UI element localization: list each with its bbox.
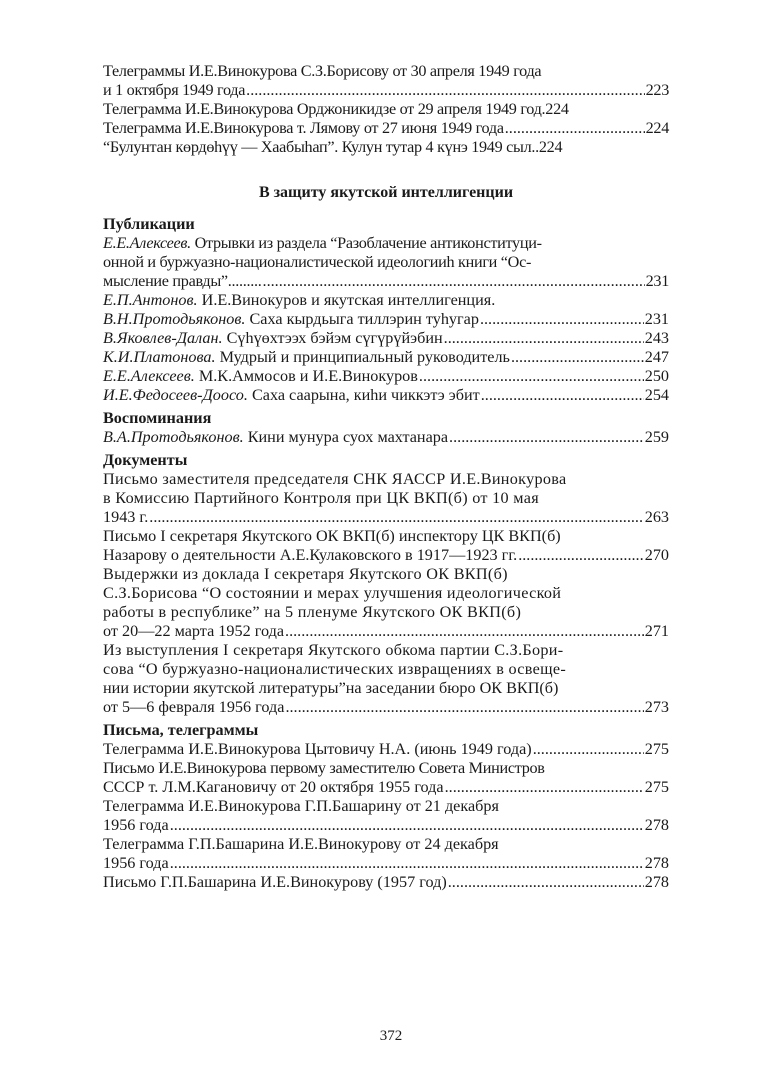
subsection-heading: Документы bbox=[103, 451, 188, 469]
toc-entry-text: Саха кырдьыга тиллэрин туһугар bbox=[245, 310, 479, 328]
toc-entry-text: М.К.Аммосов и И.Е.Винокуров bbox=[194, 367, 418, 385]
toc-entry-text: Мудрый и принципиальный руководитель bbox=[215, 348, 510, 366]
toc-entry-text: Выдержки из доклада I секретаря Якутского ОК ВКП(б) bbox=[103, 565, 508, 583]
page-ref: 278 bbox=[644, 816, 669, 834]
toc-entry-text: Телеграмма И.Е.Винокурова Цытовичу Н.А. (июнь 1949 года) bbox=[103, 740, 532, 758]
toc-entry-text: Телеграмма И.Е.Винокурова т. Лямову от 27 июня 1949 года bbox=[103, 119, 504, 137]
page-ref: 224 bbox=[645, 119, 669, 137]
toc-entry-continuation bbox=[103, 508, 669, 527]
leader-dots bbox=[246, 81, 644, 100]
toc-entry-continuation bbox=[103, 253, 669, 272]
toc-entry-continuation bbox=[103, 660, 669, 679]
leader-dots bbox=[480, 310, 644, 329]
section-title: В защиту якутской интеллигенции bbox=[258, 184, 514, 201]
toc-entry-continuation bbox=[103, 489, 669, 508]
toc-entry-continuation bbox=[103, 546, 669, 565]
toc-entry-continuation bbox=[103, 584, 669, 603]
subsection-heading: Публикации bbox=[103, 215, 195, 233]
toc-entry bbox=[103, 367, 669, 386]
toc-entry-continuation bbox=[103, 81, 669, 100]
table-of-contents bbox=[103, 62, 669, 892]
page-ref: 247 bbox=[644, 348, 669, 366]
toc-entry bbox=[103, 119, 669, 138]
subsection-heading: Воспоминания bbox=[103, 409, 212, 427]
toc-entry-text: Из выступления I секретаря Якутского обкома партии С.З.Бори- bbox=[103, 641, 564, 659]
page-ref: 231 bbox=[645, 272, 669, 290]
page-ref: 231 bbox=[644, 310, 669, 328]
author-name: В.Яковлев-Далан. bbox=[103, 329, 223, 347]
leader-dots bbox=[448, 873, 644, 892]
toc-entry bbox=[103, 470, 669, 489]
toc-entry bbox=[103, 428, 669, 447]
toc-entry bbox=[103, 348, 669, 367]
toc-entry-text: Телеграмма Г.П.Башарина И.Е.Винокурову от 24 декабря bbox=[103, 835, 499, 853]
page-ref: 243 bbox=[644, 329, 669, 347]
leader-dots bbox=[170, 854, 644, 873]
page-ref: 263 bbox=[644, 508, 669, 526]
page-ref: 224 bbox=[545, 100, 569, 118]
page-ref: 271 bbox=[644, 622, 669, 640]
toc-entry-text: Письмо I секретаря Якутского ОК ВКП(б) инспектору ЦК ВКП(б) bbox=[103, 527, 561, 545]
toc-entry bbox=[103, 565, 669, 584]
leader-dots bbox=[505, 119, 645, 138]
toc-entry-text: Сүһүөхтээх бэйэм сүгүрүйэбин bbox=[222, 329, 443, 347]
toc-entry-text: Письмо заместителя председателя СНК ЯАССР И.Е.Винокурова bbox=[103, 470, 567, 488]
toc-entry bbox=[103, 873, 669, 892]
page-ref: 275 bbox=[644, 778, 669, 796]
leader-dots bbox=[285, 622, 644, 641]
page-ref: 273 bbox=[644, 698, 669, 716]
toc-entry bbox=[103, 386, 669, 405]
toc-entry bbox=[103, 138, 669, 157]
page-ref: 278 bbox=[644, 873, 669, 891]
toc-entry bbox=[103, 740, 669, 759]
toc-entry bbox=[103, 291, 669, 310]
toc-entry-continuation bbox=[103, 778, 669, 797]
toc-entry-text: от 5—6 февраля 1956 года bbox=[103, 698, 285, 716]
page-ref: 254 bbox=[644, 386, 669, 404]
author-name: К.И.Платонова. bbox=[103, 348, 216, 366]
toc-entry-text: Письмо Г.П.Башарина И.Е.Винокурову (1957 год) bbox=[103, 873, 447, 891]
subsection-heading: Письма, телеграммы bbox=[103, 721, 259, 739]
toc-entry-continuation bbox=[103, 816, 669, 835]
toc-entry-text: сова “О буржуазно-националистических извращениях в освеще- bbox=[103, 660, 567, 678]
toc-entry bbox=[103, 641, 669, 660]
toc-entry bbox=[103, 329, 669, 348]
page-ref: 275 bbox=[644, 740, 669, 758]
toc-entry bbox=[103, 759, 669, 778]
author-name: В.А.Протодьяконов. bbox=[103, 428, 244, 446]
toc-entry bbox=[103, 797, 669, 816]
toc-entry-text: 1956 года bbox=[103, 854, 169, 872]
author-name: В.Н.Протодьяконов. bbox=[103, 310, 246, 328]
toc-entry-text: от 20—22 марта 1952 года bbox=[103, 622, 285, 640]
toc-entry-text: Телеграммы И.Е.Винокурова С.З.Борисову от 30 апреля 1949 года bbox=[103, 62, 542, 80]
toc-entry-text: Телеграмма И.Е.Винокурова Г.П.Башарину от 21 декабря bbox=[103, 797, 499, 815]
leader-dots bbox=[285, 698, 643, 717]
page-ref: 223 bbox=[645, 81, 669, 99]
toc-entry bbox=[103, 310, 669, 329]
page-ref: 270 bbox=[644, 546, 669, 564]
toc-entry-continuation bbox=[103, 603, 669, 622]
leader-dots bbox=[445, 778, 644, 797]
toc-entry-text: и 1 октября 1949 года bbox=[103, 81, 246, 99]
leader-dots bbox=[419, 367, 644, 386]
leader-dots bbox=[481, 386, 644, 405]
toc-entry-text: “Булунтан көрдөһүү — Хаабыһап”. Кулун тутар 4 күнэ 1949 сыл.. bbox=[103, 138, 539, 156]
leader-dots bbox=[533, 740, 644, 759]
toc-entry-text: С.З.Борисова “О состоянии и мерах улучшения идеологической bbox=[103, 584, 562, 602]
leader-dots bbox=[511, 348, 644, 367]
page-ref: 259 bbox=[644, 428, 669, 446]
toc-entry-text: Кини мунура суох махтанара bbox=[243, 428, 449, 446]
toc-entry bbox=[103, 62, 669, 81]
toc-entry-text: Телеграмма И.Е.Винокурова Орджоникидзе от 29 апреля 1949 год. bbox=[103, 100, 546, 118]
page-ref: 224 bbox=[538, 138, 563, 156]
toc-entry-continuation bbox=[103, 622, 669, 641]
toc-entry-text: онной и буржуазно-националистической идеологииһ книги “Ос- bbox=[103, 253, 532, 271]
toc-entry-continuation bbox=[103, 698, 669, 717]
page-ref: 278 bbox=[644, 854, 669, 872]
toc-entry-text: Отрывки из раздела “Разоблачение антиконституци- bbox=[190, 234, 542, 252]
toc-entry bbox=[103, 234, 669, 253]
toc-entry-continuation bbox=[103, 854, 669, 873]
author-name: Е.П.Антонов. bbox=[103, 291, 198, 309]
toc-entry-text: работы в республике” на 5 пленуме Якутского ОК ВКП(б) bbox=[103, 603, 522, 621]
toc-entry-text: мысление правды”......... bbox=[103, 272, 262, 290]
toc-entry-text: 1943 г. bbox=[103, 508, 149, 526]
toc-entry-text: нии истории якутской литературы”на заседании бюро ОК ВКП(б) bbox=[103, 679, 559, 697]
toc-entry-text: в Комиссию Партийного Контроля при ЦК ВКП(б) от 10 мая bbox=[103, 489, 539, 507]
leader-dots bbox=[149, 508, 643, 527]
leader-dots bbox=[170, 816, 644, 835]
author-name: Е.Е.Алексеев. bbox=[103, 367, 195, 385]
leader-dots bbox=[449, 428, 644, 447]
page-ref: 250 bbox=[644, 367, 669, 385]
toc-entry-text: СССР т. Л.М.Кагановичу от 20 октября 1955 года bbox=[103, 778, 444, 796]
toc-entry bbox=[103, 835, 669, 854]
toc-entry-continuation bbox=[103, 679, 669, 698]
toc-entry bbox=[103, 527, 669, 546]
author-name: И.Е.Федосеев-Доосо. bbox=[103, 386, 248, 404]
toc-entry-text: Назарову о деятельности А.Е.Кулаковского в 1917—1923 гг. bbox=[103, 546, 518, 564]
toc-entry-text: И.Е.Винокуров и якутская интеллигенция. bbox=[197, 291, 496, 309]
page-number: 372 bbox=[379, 1028, 403, 1044]
leader-dots bbox=[518, 546, 644, 565]
leader-dots bbox=[263, 272, 645, 291]
author-name: Е.Е.Алексеев. bbox=[103, 234, 191, 252]
toc-entry-continuation bbox=[103, 272, 669, 291]
leader-dots bbox=[444, 329, 644, 348]
toc-entry-text: Саха саарына, киһи чиккэтэ эбит bbox=[247, 386, 480, 404]
toc-entry bbox=[103, 100, 669, 119]
toc-entry-text: 1956 года bbox=[103, 816, 169, 834]
toc-entry-text: Письмо И.Е.Винокурова первому заместителю Совета Министров bbox=[103, 759, 545, 777]
